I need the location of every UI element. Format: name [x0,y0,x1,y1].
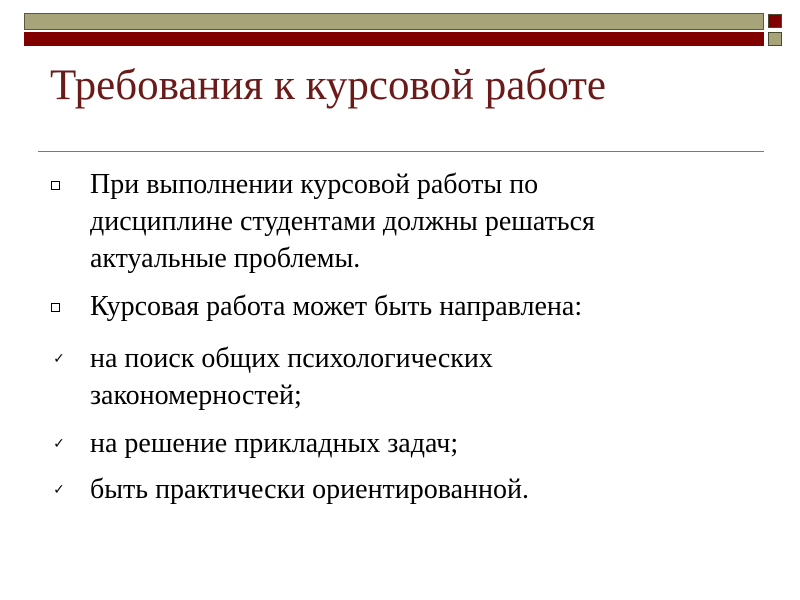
bullet-line: актуальные проблемы. [90,243,361,274]
slide-title: Требования к курсовой работе [50,62,607,109]
bullet-line: дисциплине студентами должны решаться [90,206,595,237]
bullet-line: быть практически ориентированной. [90,474,530,505]
bullet-line: При выполнении курсовой работы по [90,169,539,200]
checkmark-bullet-icon: ✓ [53,436,65,452]
square-bullet-icon [51,303,60,312]
bullet-text-1 [90,166,770,277]
bullet-text-3 [90,340,770,414]
checkmark-bullet-icon: ✓ [53,351,65,367]
title-divider [38,151,764,152]
bullet-line: Курсовая работа может быть направлена: [90,291,583,322]
bullet-text-5 [90,471,770,508]
header-bar-maroon [24,32,764,46]
header-bar-olive [24,13,764,30]
bullet-text-4 [90,425,770,462]
bullet-line: закономерностей; [90,380,302,411]
corner-square-maroon [768,14,782,28]
corner-square-olive [768,32,782,46]
checkmark-bullet-icon: ✓ [53,482,65,498]
bullet-line: на решение прикладных задач; [90,428,459,459]
square-bullet-icon [51,181,60,190]
bullet-text-2 [90,288,770,325]
bullet-line: на поиск общих психологических [90,343,493,374]
